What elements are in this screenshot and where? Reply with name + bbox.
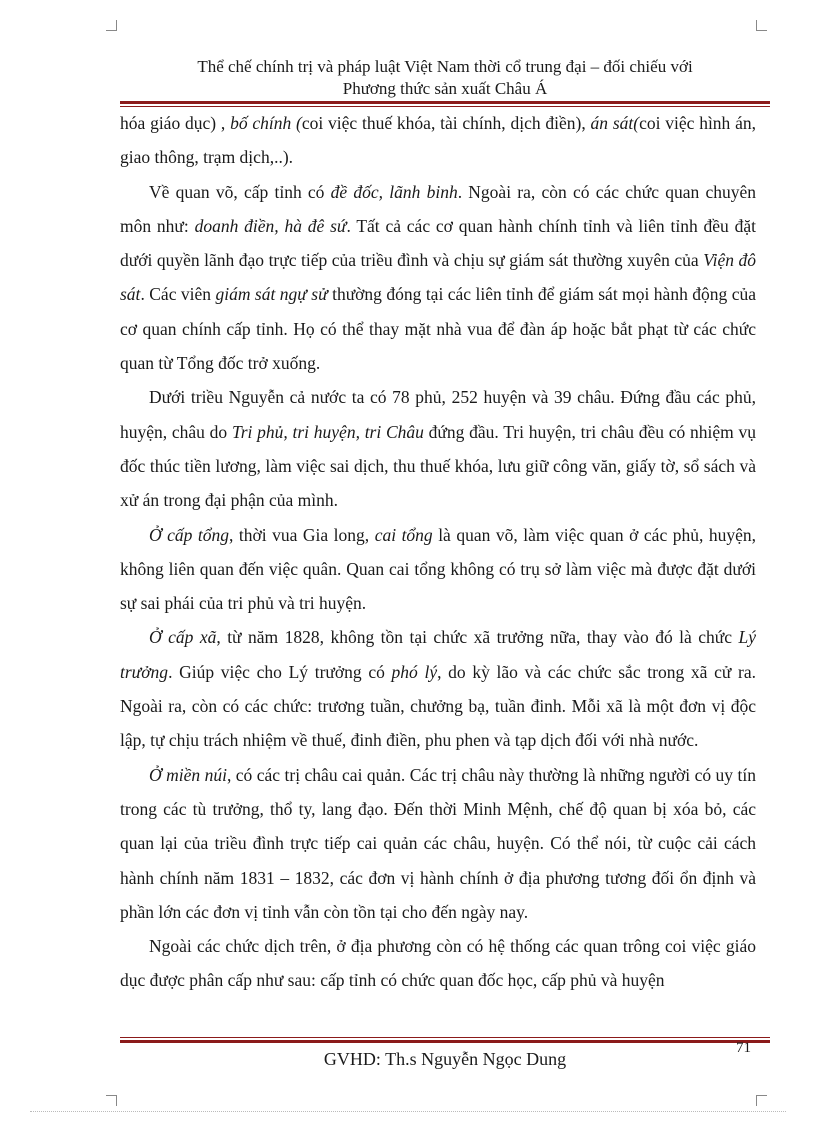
paragraph-3: Dưới triều Nguyễn cả nước ta có 78 phủ, 252 huyện và 39 châu. Đứng đầu các phủ, huyện, châu do Tri phủ, tri huyện, tri Châu đứng đầu. Tri huyện, tri châu đều có nhiệm vụ đốc thúc tiền lương, làm việc sai dịch, thu thuế khóa, lưu giữ công văn, giấy tờ, sổ sách và xử án trong đại phận của mình. xyxy=(120,387,756,511)
paragraph-6: Ở miền núi, có các trị châu cai quản. Các trị châu này thường là những người có uy tín trong các tù trưởng, thổ ty, lang đạo. Đến thời Minh Mệnh, chế độ quan bị xóa bỏ, các quan lại của triều đình trực tiếp cai quản các châu, huyện. Có thể nói, từ cuộc cải cách hành chính năm 1831 – 1832, các đơn vị hành chính ở địa phương tương đối ổn định và phần lớn các đơn vị tỉnh vẫn còn tồn tại cho đến ngày nay. xyxy=(120,764,756,922)
page-footer: GVHD: Th.s Nguyễn Ngọc Dung xyxy=(323,1049,567,1069)
crop-mark-bottom-left xyxy=(106,1095,117,1106)
crop-mark-top-right xyxy=(756,20,767,31)
paragraph-2: Về quan võ, cấp tỉnh có đề đốc, lãnh binh. Ngoài ra, còn có các chức quan chuyên môn như: doanh điền, hà đê sứ. Tất cả các cơ quan hành chính tỉnh và liên tỉnh đều đặt dưới quyền lãnh đạo trực tiếp của triều đình và chịu sự giám sát thường xuyên của Viện đô sát. Các viên giám sát ngự sử thường đóng tại các liên tỉnh để giám sát mọi hành động của cơ quan chính cấp tỉnh. Họ có thể thay mặt nhà vua để đàn áp hoặc bắt phạt từ các chức quan từ Tổng đốc trở xuống. xyxy=(120,181,756,374)
paragraph-4: Ở cấp tổng, thời vua Gia long, cai tổng là quan võ, làm việc quan ở các phủ, huyện, không liên quan đến việc quân. Quan cai tổng không có trụ sở làm việc mà được đặt dưới sự sai phái của tri phủ và tri huyện. xyxy=(120,524,756,614)
footer-rule xyxy=(120,1037,770,1043)
header-line-1: Thể chế chính trị và pháp luật Việt Nam thời cổ trung đại – đối chiếu với xyxy=(197,57,693,76)
header-line-2: Phương thức sản xuất Châu Á xyxy=(342,79,548,98)
paragraph-1: hóa giáo dục) , bố chính (coi việc thuế khóa, tài chính, dịch điền), án sát(coi việc hình án, giao thông, trạm dịch,..). xyxy=(120,113,757,168)
paragraph-5: Ở cấp xã, từ năm 1828, không tồn tại chức xã trưởng nữa, thay vào đó là chức Lý trưởng. Giúp việc cho Lý trưởng có phó lý, do kỳ lão và các chức sắc trong xã cử ra. Ngoài ra, còn có các chức: trương tuần, chưởng bạ, tuần đinh. Mỗi xã là một đơn vị độc lập, tự chịu trách nhiệm về thuế, đinh điền, phu phen và tạp dịch đối với nhà nước. xyxy=(120,627,756,751)
crop-mark-bottom-right xyxy=(756,1095,767,1106)
paragraph-7: Ngoài các chức dịch trên, ở địa phương còn có hệ thống các quan trông coi việc giáo dục được phân cấp như sau: cấp tỉnh có chức quan đốc học, cấp phủ và huyện xyxy=(120,936,756,991)
page-number: 71 xyxy=(736,1040,751,1056)
body-text xyxy=(120,106,756,998)
crop-mark-top-left xyxy=(106,20,117,31)
page-bottom-dotted-line xyxy=(30,1111,786,1112)
page-header xyxy=(120,56,770,100)
